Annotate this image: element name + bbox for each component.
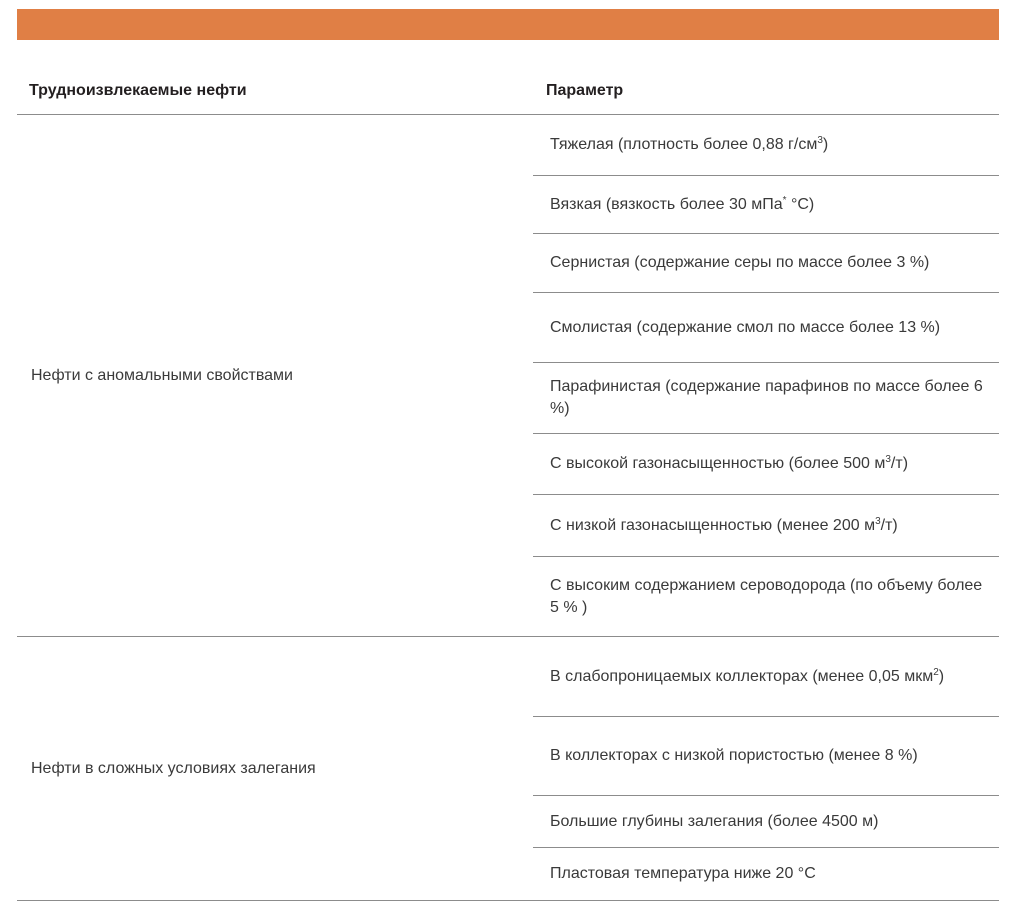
table-group-anomalous [17, 115, 999, 637]
table-row: С высоким содержанием сероводорода (по объему более 5 % ) [550, 576, 983, 616]
param-list [533, 115, 999, 636]
table-row: В слабопроницаемых коллекторах (менее 0,05 мкм$^2$) [533, 637, 999, 717]
oil-classification-table [17, 62, 999, 901]
table-group-complex-conditions [17, 637, 999, 901]
param-list [533, 637, 999, 900]
table-row: Вязкая (вязкость более 30 мПа* °С) [533, 176, 999, 234]
table-row: Пластовая температура ниже 20 °С [550, 865, 816, 882]
group-name: Нефти в сложных условиях залегания [31, 759, 316, 777]
table-row: С низкой газонасыщенностью (менее 200 $м^3/т$) [533, 495, 999, 557]
table-row: Тяжелая (плотность более 0,88 $г/см^3$) [533, 115, 999, 176]
column-header-oil-type: Трудноизвлекаемые нефти [29, 82, 247, 99]
table-row: С высокой газонасыщенностью (более 500 $м^3/т$) [533, 434, 999, 495]
group-name: Нефти с аномальными свойствами [31, 366, 293, 384]
header-accent-bar [17, 9, 999, 40]
column-header-parameter: Параметр [546, 82, 624, 99]
table-row: Большие глубины залегания (более 4500 м) [533, 796, 999, 848]
table-header [17, 62, 999, 115]
table-row: Смолистая (содержание смол по массе более 13 %) [533, 293, 999, 363]
table-row: Сернистая (содержание серы по массе более 3 %) [533, 234, 999, 293]
table-row: В коллекторах с низкой пористостью (менее 8 %) [533, 717, 999, 796]
table-row: Парафинистая (содержание парафинов по массе более 6 %) [533, 363, 999, 434]
